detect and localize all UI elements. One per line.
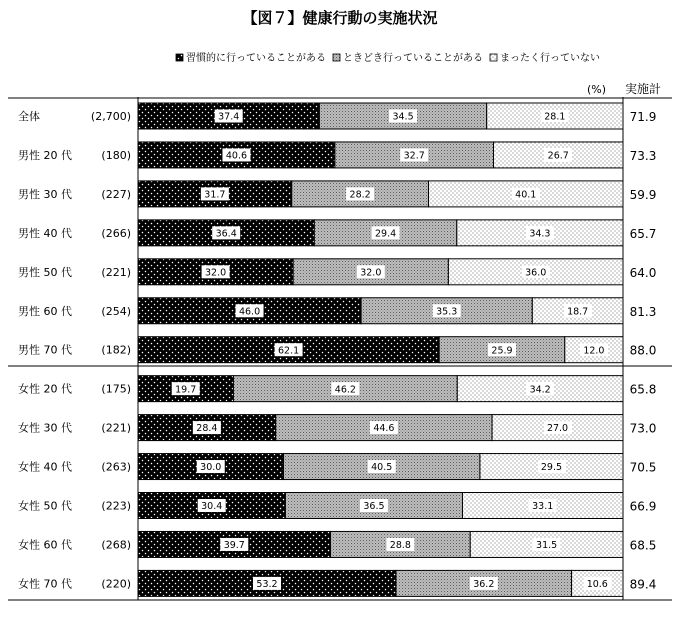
- table-row: [18, 298, 656, 324]
- sample-size-label: (221): [101, 421, 131, 435]
- total-value: 68.5: [629, 538, 657, 553]
- data-label-sometimes: 29.4: [375, 228, 397, 240]
- legend-swatch-habitual: [176, 54, 183, 61]
- data-label-never: 27.0: [546, 423, 569, 435]
- legend: [176, 51, 600, 64]
- data-label-never: 18.7: [567, 306, 589, 318]
- table-row: [18, 570, 656, 596]
- category-label: 女性 70 代: [18, 577, 72, 591]
- total-value: 64.0: [629, 265, 657, 280]
- table-row: [18, 259, 656, 285]
- sample-size-label: (223): [101, 499, 131, 513]
- data-label-never: 12.0: [583, 345, 605, 357]
- data-label-sometimes: 36.2: [473, 579, 495, 590]
- table-row: [18, 376, 656, 402]
- data-label-never: 31.5: [536, 540, 558, 552]
- data-label-never: 29.5: [540, 462, 563, 474]
- total-value: 73.3: [629, 148, 657, 163]
- table-row: [18, 531, 656, 557]
- legend-label-habitual: 習慣的に行っていることがある: [186, 53, 326, 64]
- sample-size-label: (175): [101, 382, 131, 396]
- total-value: 73.0: [629, 421, 657, 436]
- data-label-never: 34.3: [529, 228, 551, 240]
- category-label: 女性 50 代: [18, 499, 72, 513]
- sample-size-label: (254): [101, 304, 131, 318]
- data-label-habitual: 19.7: [175, 384, 197, 396]
- data-label-sometimes: 28.8: [389, 540, 411, 552]
- table-row: [18, 220, 656, 246]
- total-value: 88.0: [629, 343, 657, 358]
- legend-label-never: まったく行っていない: [500, 53, 600, 64]
- total-value: 59.9: [629, 187, 657, 202]
- data-label-never: 36.0: [525, 267, 547, 279]
- data-label-habitual: 40.6: [225, 150, 248, 162]
- data-label-habitual: 28.4: [196, 423, 218, 435]
- data-label-habitual: 39.7: [223, 540, 245, 552]
- sample-size-label: (220): [101, 577, 131, 591]
- category-label: 男性 50 代: [18, 265, 72, 279]
- data-label-sometimes: 32.7: [403, 150, 425, 162]
- legend-swatch-never: [490, 54, 497, 61]
- data-label-sometimes: 35.3: [436, 306, 458, 318]
- sample-size-label: (2,700): [90, 110, 131, 123]
- sample-size-label: (221): [101, 265, 131, 279]
- table-row: [18, 337, 656, 363]
- data-label-sometimes: 44.6: [373, 423, 395, 435]
- table-row: [18, 181, 656, 207]
- table-row: [18, 142, 656, 168]
- total-value: 81.3: [629, 304, 657, 319]
- data-label-never: 40.1: [515, 189, 537, 201]
- category-label: 男性 20 代: [18, 148, 72, 162]
- total-value: 65.7: [629, 226, 657, 241]
- total-value: 71.9: [629, 110, 657, 124]
- data-label-never: 10.6: [586, 579, 608, 590]
- legend-swatch-sometimes: [333, 54, 340, 61]
- data-label-never: 28.1: [544, 111, 566, 123]
- total-value: 66.9: [629, 499, 657, 514]
- category-label: 男性 40 代: [18, 226, 72, 240]
- data-label-never: 34.2: [529, 384, 551, 396]
- data-label-never: 33.1: [532, 501, 554, 513]
- table-row: [18, 103, 656, 129]
- total-column-header: 実施計: [624, 82, 662, 96]
- legend-label-sometimes: ときどき行っていることがある: [343, 53, 483, 64]
- data-label-sometimes: 25.9: [491, 345, 513, 357]
- table-row: [18, 415, 656, 441]
- data-label-habitual: 62.1: [278, 345, 300, 357]
- data-label-habitual: 53.2: [256, 579, 278, 590]
- unit-label: (%): [586, 83, 606, 96]
- total-value: 89.4: [629, 577, 657, 592]
- data-label-sometimes: 28.2: [349, 189, 371, 201]
- data-label-habitual: 30.0: [200, 462, 222, 474]
- data-label-sometimes: 34.5: [392, 111, 414, 123]
- chart-rows: [18, 103, 656, 596]
- sample-size-label: (263): [101, 460, 131, 474]
- sample-size-label: (266): [101, 226, 131, 240]
- data-label-habitual: 46.0: [238, 306, 261, 318]
- sample-size-label: (227): [101, 187, 131, 201]
- data-label-habitual: 37.4: [218, 111, 240, 123]
- table-row: [18, 493, 656, 519]
- total-value: 70.5: [629, 460, 657, 475]
- data-label-sometimes: 46.2: [334, 384, 356, 396]
- data-label-habitual: 31.7: [204, 189, 226, 201]
- data-label-habitual: 36.4: [215, 228, 237, 240]
- sample-size-label: (268): [101, 538, 131, 552]
- data-label-habitual: 32.0: [205, 267, 227, 279]
- category-label: 全体: [18, 110, 40, 123]
- total-value: 65.8: [629, 382, 657, 397]
- chart-title: 【図７】健康行動の実施状況: [242, 9, 438, 27]
- data-label-sometimes: 32.0: [360, 267, 382, 279]
- data-label-habitual: 30.4: [201, 501, 223, 513]
- category-label: 女性 30 代: [18, 421, 72, 435]
- table-row: [18, 454, 656, 480]
- sample-size-label: (180): [101, 148, 131, 162]
- sample-size-label: (182): [101, 343, 131, 357]
- category-label: 男性 70 代: [18, 343, 72, 357]
- category-label: 女性 40 代: [18, 460, 72, 474]
- category-label: 男性 30 代: [18, 187, 72, 201]
- data-label-sometimes: 40.5: [371, 462, 393, 474]
- data-label-sometimes: 36.5: [363, 501, 385, 513]
- data-label-never: 26.7: [547, 150, 569, 162]
- category-label: 女性 60 代: [18, 538, 72, 552]
- category-label: 女性 20 代: [18, 382, 72, 396]
- category-label: 男性 60 代: [18, 304, 72, 318]
